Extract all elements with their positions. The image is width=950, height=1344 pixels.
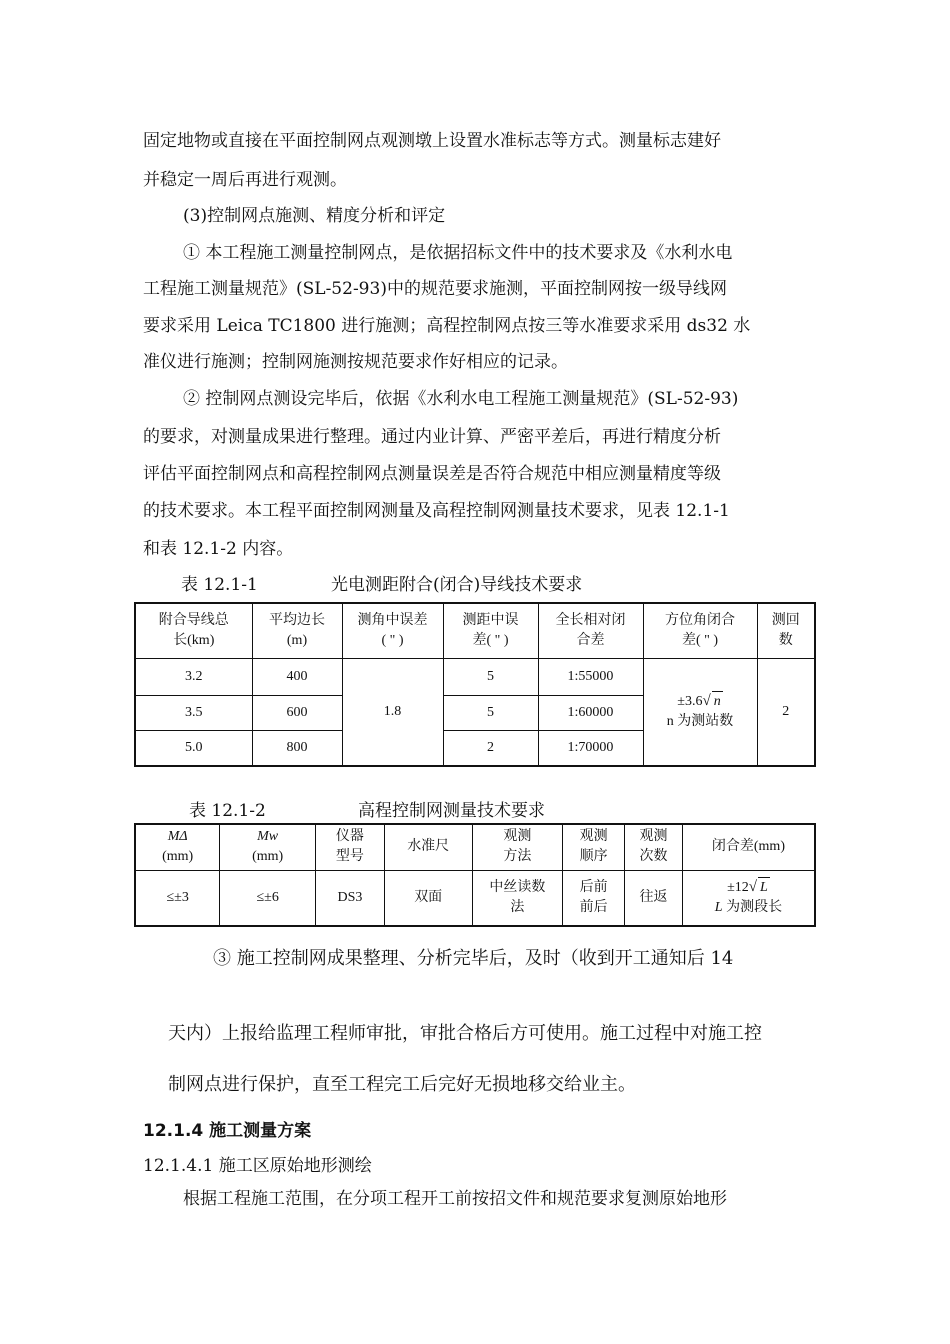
header-cell: 全长相对闭 合差	[538, 603, 643, 658]
section-heading: 12.1.4 施工测量方案	[143, 1121, 312, 1141]
body-text-line: 制网点进行保护，直至工程完工后完好无损地移交给业主。	[168, 1074, 636, 1095]
header-cell: 闭合差(mm)	[682, 824, 815, 870]
body-text-line: 并稳定一周后再进行观测。	[143, 170, 347, 190]
table-cell-closure: ±12√ L L 为测段长	[682, 870, 815, 926]
table-cell: 1:60000	[538, 695, 643, 730]
header-cell: 观测 顺序	[563, 824, 625, 870]
header-cell: 观测 方法	[472, 824, 563, 870]
body-text-line: 固定地物或直接在平面控制网点观测墩上设置水准标志等方式。测量标志建好	[143, 131, 721, 151]
table-cell: 中丝读数 法	[472, 870, 563, 926]
table-traverse-requirements	[134, 602, 816, 767]
table-cell: 2	[443, 730, 538, 766]
table-leveling-requirements	[134, 823, 816, 927]
body-text-line: 根据工程施工范围，在分项工程开工前按招文件和规范要求复测原始地形	[183, 1189, 727, 1209]
table-title: 光电测距附合(闭合)导线技术要求	[331, 575, 583, 595]
table-number: 表 12.1-2	[189, 801, 266, 821]
table-cell: 往返	[625, 870, 683, 926]
body-text-line: 的要求，对测量成果进行整理。通过内业计算、严密平差后，再进行精度分析	[143, 427, 721, 447]
table-cell: 5	[443, 658, 538, 695]
table-cell: 5.0	[135, 730, 252, 766]
body-text-line: 工程施工测量规范》(SL-52-93)中的规范要求施测，平面控制网按一级导线网	[143, 279, 727, 299]
sub-section-heading: 12.1.4.1 施工区原始地形测绘	[143, 1156, 372, 1176]
body-text-line: ① 本工程施工测量控制网点，是依据招标文件中的技术要求及《水利水电	[183, 243, 733, 263]
table-cell: 800	[252, 730, 342, 766]
radicand: L	[758, 877, 770, 898]
body-text-line: ② 控制网点测设完毕后，依据《水利水电工程施工测量规范》(SL-52-93)	[183, 389, 739, 409]
table-cell: 400	[252, 658, 342, 695]
body-text-line: 准仪进行施测；控制网施测按规范要求作好相应的记录。	[143, 352, 568, 372]
sub-heading: (3)控制网点施测、精度分析和评定	[183, 206, 446, 226]
header-cell: 水准尺	[384, 824, 472, 870]
body-text-line: 的技术要求。本工程平面控制网测量及高程控制网测量技术要求，见表 12.1-1	[143, 501, 730, 521]
table-cell-angle-error: 1.8	[342, 658, 443, 766]
table-header-row	[135, 603, 815, 658]
header-cell: MΔ (mm)	[135, 824, 220, 870]
table-number: 表 12.1-1	[181, 575, 258, 595]
table-cell: 3.5	[135, 695, 252, 730]
body-text-line: 要求采用 Leica TC1800 进行施测；高程控制网点按三等水准要求采用 ds32 水	[143, 316, 751, 336]
body-text-line: 和表 12.1-2 内容。	[143, 539, 294, 559]
header-cell: Mw (mm)	[220, 824, 316, 870]
table-header-row	[135, 824, 815, 870]
header-cell: 附合导线总 长(km)	[135, 603, 252, 658]
table-title: 高程控制网测量技术要求	[358, 801, 545, 821]
header-cell: 测距中误 差( " )	[443, 603, 538, 658]
radicand: n	[712, 691, 723, 712]
table-row	[135, 870, 815, 926]
table-cell: 3.2	[135, 658, 252, 695]
body-text-line: 评估平面控制网点和高程控制网点测量误差是否符合规范中相应测量精度等级	[143, 464, 721, 484]
table-cell: 5	[443, 695, 538, 730]
table-cell: DS3	[316, 870, 385, 926]
table-row	[135, 658, 815, 695]
header-cell: 方位角闭合 差( " )	[643, 603, 757, 658]
table-cell-rounds: 2	[757, 658, 815, 766]
table-cell: 后前 前后	[563, 870, 625, 926]
table-cell: 双面	[384, 870, 472, 926]
table-cell: 1:70000	[538, 730, 643, 766]
header-cell: 测回 数	[757, 603, 815, 658]
header-cell: 观测 次数	[625, 824, 683, 870]
table-cell: ≤±6	[220, 870, 316, 926]
header-cell: 平均边长 (m)	[252, 603, 342, 658]
table-cell: 1:55000	[538, 658, 643, 695]
table-cell-azimuth: ±3.6√ n n 为测站数	[643, 658, 757, 766]
body-text-line: 天内）上报给监理工程师审批，审批合格后方可使用。施工过程中对施工控	[168, 1023, 762, 1044]
table-cell: ≤±3	[135, 870, 220, 926]
body-text-line: ③ 施工控制网成果整理、分析完毕后，及时（收到开工通知后 14	[213, 948, 734, 969]
table-cell: 600	[252, 695, 342, 730]
header-cell: 测角中误差 ( " )	[342, 603, 443, 658]
header-cell: 仪器 型号	[316, 824, 385, 870]
